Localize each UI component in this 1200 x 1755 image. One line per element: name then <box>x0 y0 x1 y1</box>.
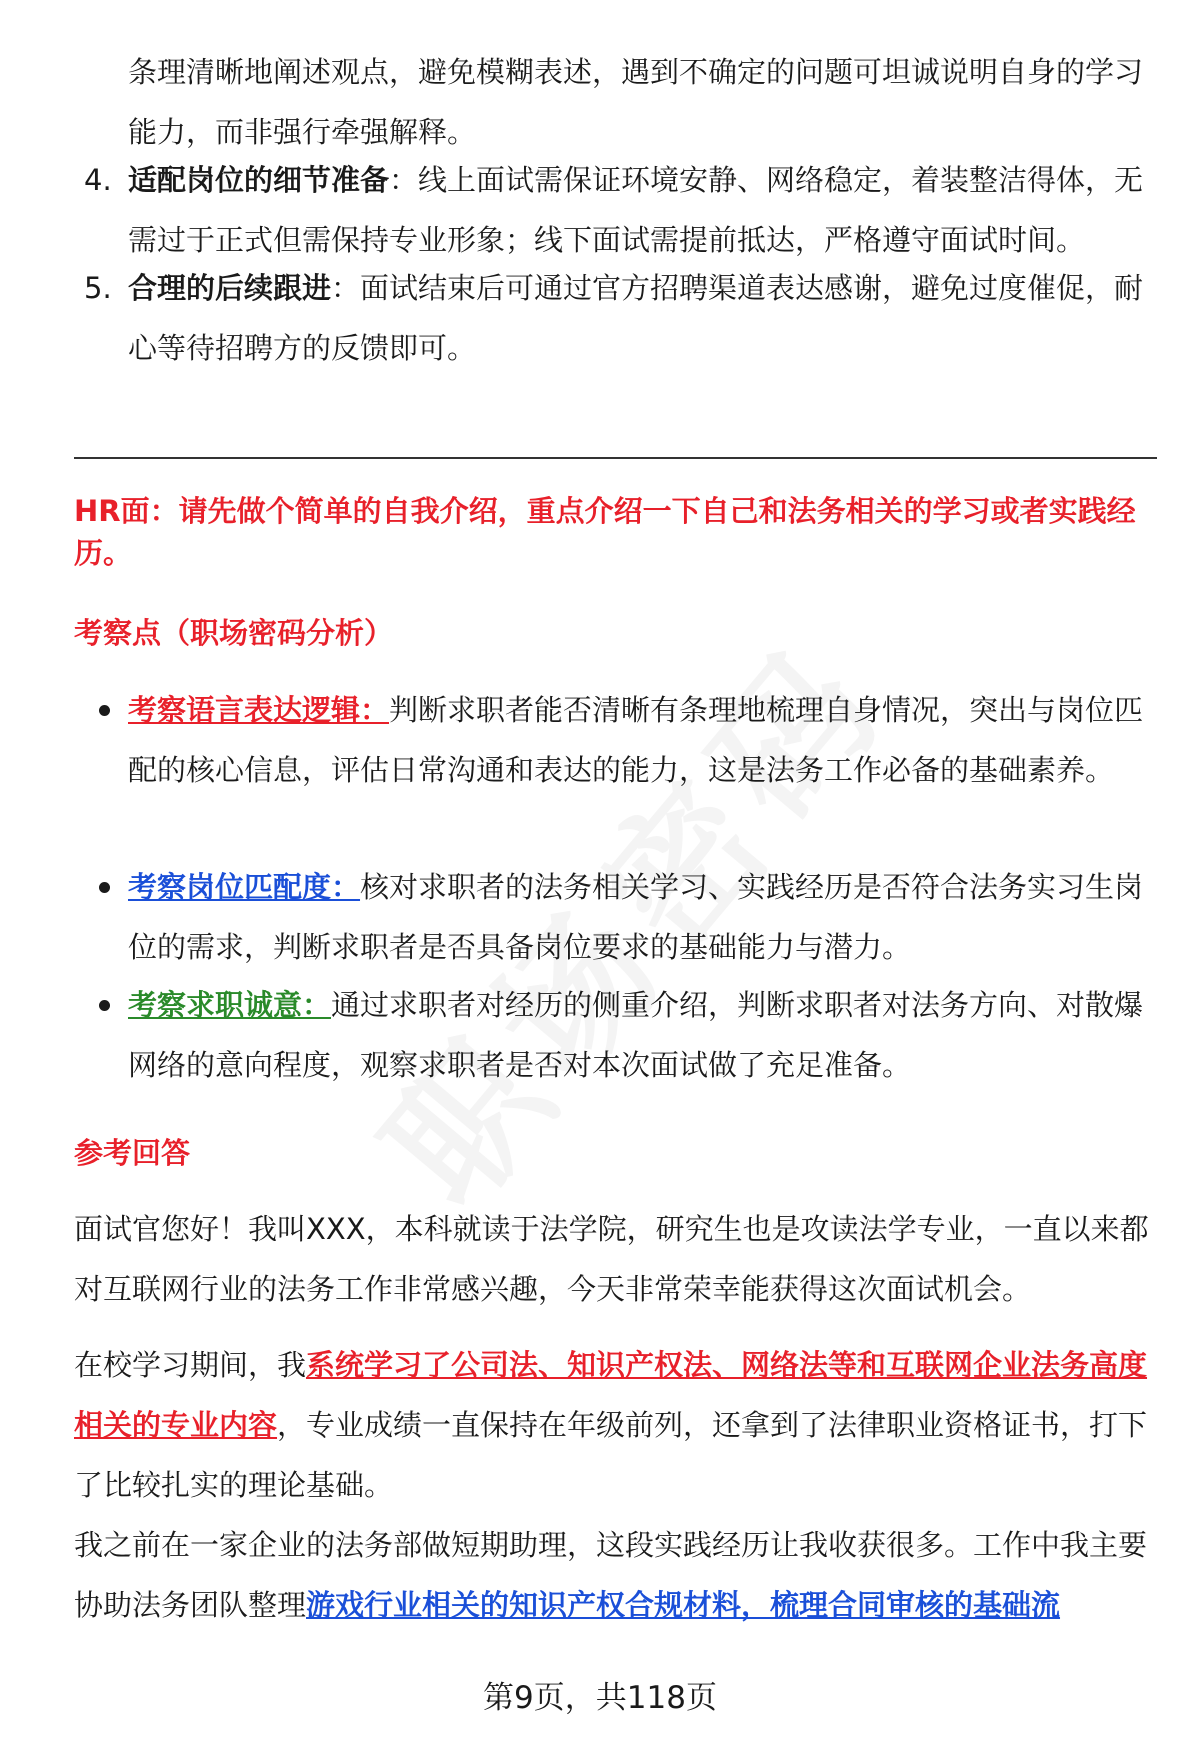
tip-sep: ： <box>331 271 361 305</box>
tip-number: 5. <box>84 271 112 305</box>
bullet-icon <box>99 705 110 716</box>
para-text: 我之前在一家企业的法务部做短期助理，这段实践经历让我收获很多。工作中我主要协助法务团队整理 <box>74 1528 1148 1622</box>
para-text: ，专业成绩一直保持在年级前列，还拿到了法律职业资格证书，打下了比较扎实的理论基础。 <box>74 1408 1148 1502</box>
answer-paragraph <box>74 1515 1152 1635</box>
analysis-heading: 考察点（职场密码分析） <box>74 616 394 650</box>
bullet-icon <box>99 1000 110 1011</box>
answer-paragraph <box>74 1335 1152 1515</box>
answer-paragraph: 面试官您好！我叫XXX，本科就读于法学院，研究生也是攻读法学专业，一直以来都对互联网行业的法务工作非常感兴趣，今天非常荣幸能获得这次面试机会。 <box>74 1212 1149 1306</box>
tip-number: 4. <box>84 163 112 197</box>
answer-heading: 参考回答 <box>74 1136 191 1170</box>
intro-continuation: 条理清晰地阐述观点，避免模糊表述，遇到不确定的问题可坦诚说明自身的学习能力，而非强行牵强解释。 <box>128 55 1144 149</box>
tip-text: 面试结束后可通过官方招聘渠道表达感谢，避免过度催促，耐心等待招聘方的反馈即可。 <box>128 271 1144 365</box>
section-divider <box>74 457 1157 459</box>
page-number: 第9页，共118页 <box>483 1680 717 1716</box>
point-text: 判断求职者能否清晰有条理地梳理自身情况，突出与岗位匹配的核心信息，评估日常沟通和表达的能力，这是法务工作必备的基础素养。 <box>128 693 1144 787</box>
tip-sep: ： <box>389 163 419 197</box>
para-text: 在校学习期间，我 <box>74 1348 307 1382</box>
point-label: 考察语言表达逻辑： <box>128 693 390 727</box>
tip-item <box>128 150 1148 270</box>
tip-title: 适配岗位的细节准备 <box>128 163 390 197</box>
para-highlight: 系统学习了公司法、知识产权法、网络法等和互联网企业法务高度相关的专业内容 <box>74 1348 1148 1442</box>
point-label: 考察岗位匹配度： <box>128 870 361 904</box>
hr-question: HR面：请先做个简单的自我介绍，重点介绍一下自己和法务相关的学习或者实践经历。 <box>74 494 1136 570</box>
tip-title: 合理的后续跟进 <box>128 271 332 305</box>
point-text: 通过求职者对经历的侧重介绍，判断求职者对法务方向、对散爆网络的意向程度，观察求职者是否对本次面试做了充足准备。 <box>128 988 1144 1082</box>
para-highlight: 游戏行业相关的知识产权合规材料，梳理合同审核的基础流 <box>306 1588 1061 1622</box>
analysis-point <box>128 680 1148 800</box>
point-label: 考察求职诚意： <box>128 988 332 1022</box>
point-text: 核对求职者的法务相关学习、实践经历是否符合法务实习生岗位的需求，判断求职者是否具备岗位要求的基础能力与潜力。 <box>128 870 1144 964</box>
tip-text: 线上面试需保证环境安静、网络稳定，着装整洁得体，无需过于正式但需保持专业形象；线下面试需提前抵达，严格遵守面试时间。 <box>128 163 1144 257</box>
bullet-icon <box>99 882 110 893</box>
analysis-point <box>128 857 1148 977</box>
tip-item <box>128 258 1148 378</box>
analysis-point <box>128 975 1148 1095</box>
